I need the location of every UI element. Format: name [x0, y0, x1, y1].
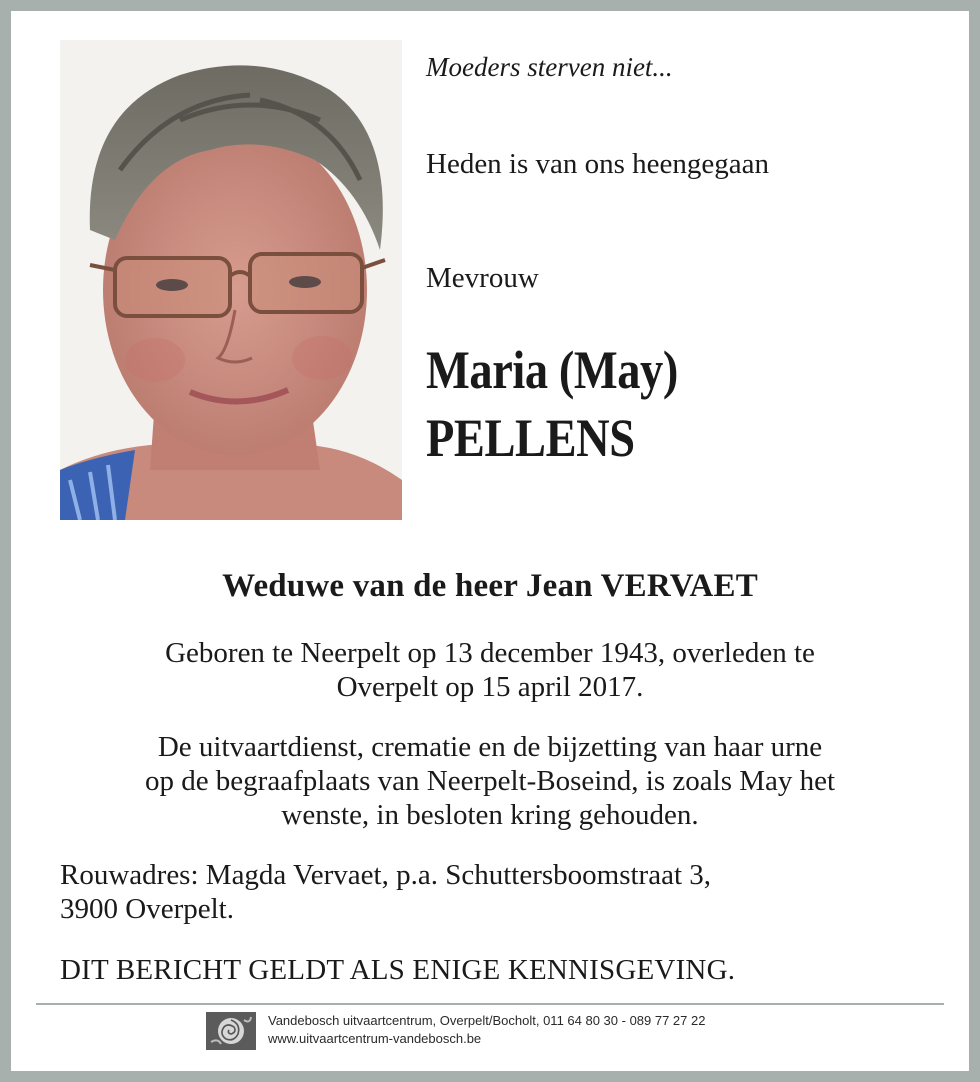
mourning-address: [60, 858, 940, 926]
service-line-3: wenste, in besloten kring gehouden.: [281, 799, 699, 831]
funeral-home-contact: Vandebosch uitvaartcentrum, Overpelt/Bocholt, 011 64 80 30 - 089 77 27 22: [268, 1013, 706, 1028]
honorific-text: Mevrouw: [426, 262, 539, 294]
address-line-2: 3900 Overpelt.: [60, 893, 234, 925]
name-last: PELLENS: [426, 408, 635, 468]
widow-line: Weduwe van de heer Jean VERVAET: [222, 568, 758, 604]
service-paragraph: [40, 730, 940, 832]
footer-divider: [36, 1003, 944, 1005]
name-first: Maria (May): [426, 340, 678, 400]
rose-logo-icon: [206, 1012, 256, 1050]
funeral-home-info: [268, 1012, 705, 1048]
notice-statement: DIT BERICHT GELDT ALS ENIGE KENNISGEVING.: [60, 954, 736, 986]
portrait-photo: [60, 40, 402, 520]
deceased-name: [426, 336, 678, 472]
intro-text: Heden is van ons heengegaan: [426, 148, 770, 180]
birth-death-paragraph: [40, 636, 940, 704]
funeral-home-website: www.uitvaartcentrum-vandebosch.be: [268, 1031, 482, 1046]
service-line-1: De uitvaartdienst, crematie en de bijzetting van haar urne: [157, 731, 823, 763]
service-line-2: op de begraafplaats van Neerpelt-Boseind, is zoals May het: [144, 765, 836, 797]
birth-line-1: Geboren te Neerpelt op 13 december 1943, overleden te: [165, 637, 815, 669]
motto-text: Moeders sterven niet...: [426, 52, 673, 82]
birth-line-2: Overpelt op 15 april 2017.: [336, 671, 644, 703]
address-line-1: Rouwadres: Magda Vervaet, p.a. Schuttersboomstraat 3,: [60, 859, 711, 891]
